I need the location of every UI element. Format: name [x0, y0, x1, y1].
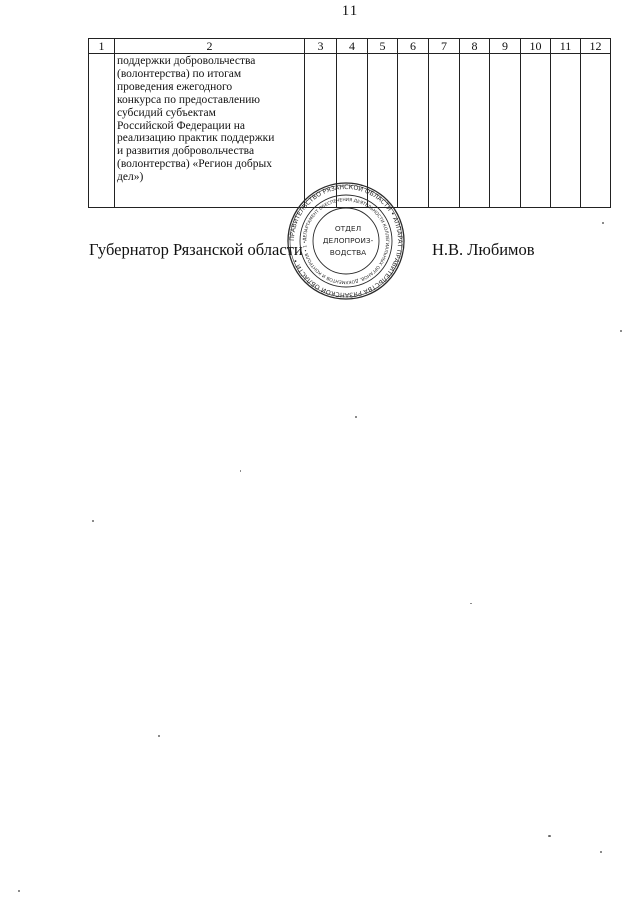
description-line: (волонтерства) «Регион добрых	[117, 158, 272, 171]
stamp-outer-text: ПРАВИТЕЛЬСТВО РЯЗАНСКОЙ ОБЛАСТИ • АППАРАТ ПРАВИТЕЛЬСТВА РЯЗАНСКОЙ ОБЛАСТИ •	[288, 183, 404, 299]
signatory-name: Н.В. Любимов	[432, 240, 535, 259]
signatory-title: Губернатор Рязанской области	[89, 240, 303, 259]
table-cell	[521, 54, 551, 208]
scan-speck	[240, 470, 241, 472]
table-cell	[460, 54, 490, 208]
column-number: 5	[368, 39, 398, 54]
scan-speck	[92, 520, 94, 522]
table-cell	[429, 54, 460, 208]
column-number: 6	[398, 39, 429, 54]
stamp-inner-text: ДЕПАРТАМЕНТ ОБЕСПЕЧЕНИЯ ДЕЯТЕЛЬНОСТИ КОЛЛЕГИАЛЬНЫХ ОРГАНОВ, ДОКУМЕНТОВ И КОНТРОЛЯ • 1 •	[302, 197, 390, 285]
page-number: 11	[341, 3, 359, 19]
table-cell	[581, 54, 611, 208]
description-line: субсидий субъектам	[117, 106, 216, 119]
description-line: поддержки добровольчества	[117, 55, 256, 67]
column-number: 2	[115, 39, 305, 54]
column-number: 3	[305, 39, 337, 54]
description-line: проведения ежегодного	[117, 80, 233, 93]
column-number: 1	[89, 39, 115, 54]
scan-speck	[600, 851, 602, 853]
column-number: 11	[551, 39, 581, 54]
table-cell	[551, 54, 581, 208]
stamp-center-line: ОТДЕЛ	[334, 224, 362, 233]
stamp-center-line: ДЕЛОПРОИЗ-	[322, 236, 374, 245]
description-line: конкурса по предоставлению	[117, 93, 260, 106]
table-cell	[89, 54, 115, 208]
scan-speck	[602, 222, 604, 224]
description-line: Российской Федерации на	[117, 119, 245, 132]
scan-speck	[470, 603, 472, 604]
scan-speck	[18, 890, 20, 892]
scan-speck	[620, 330, 622, 332]
office-seal-stamp	[282, 182, 410, 300]
description-line: дел»)	[117, 171, 144, 184]
table-cell	[490, 54, 521, 208]
column-number: 4	[337, 39, 368, 54]
description-line: и развития добровольчества	[117, 145, 255, 158]
stamp-center-line: ВОДСТВА	[329, 248, 367, 257]
column-number: 9	[490, 39, 521, 54]
table-header-row	[89, 39, 611, 54]
scan-speck	[548, 835, 551, 837]
activity-description-cell	[115, 54, 305, 208]
scan-speck	[355, 416, 357, 418]
description-line: реализацию практик поддержки	[117, 132, 275, 145]
scan-speck	[158, 735, 160, 737]
column-number: 8	[460, 39, 490, 54]
description-line: (волонтерства) по итогам	[117, 67, 242, 80]
column-number: 10	[521, 39, 551, 54]
column-number: 7	[429, 39, 460, 54]
column-number: 12	[581, 39, 611, 54]
